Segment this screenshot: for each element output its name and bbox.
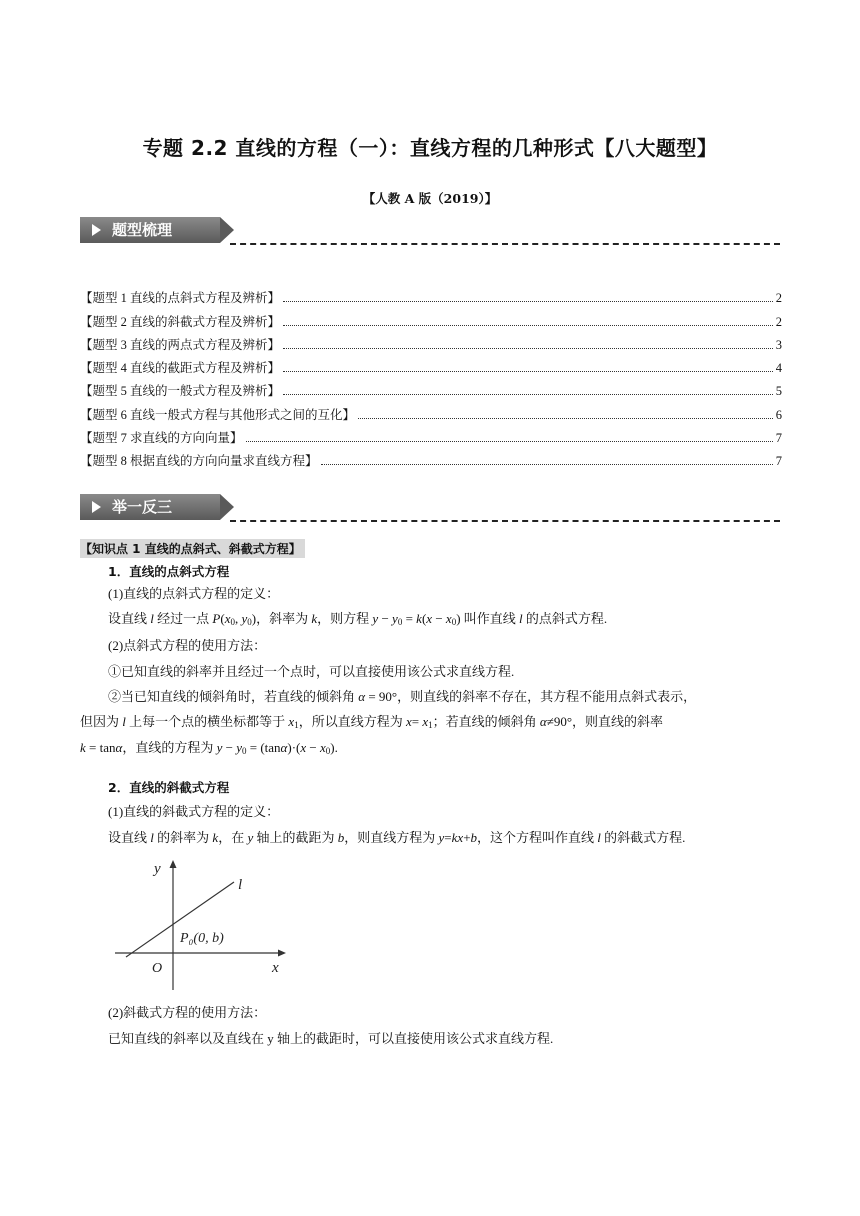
toc-entry[interactable] <box>80 446 782 469</box>
point-label: P₀(0, b) <box>180 931 224 946</box>
toc-label: 【题型 1 直线的点斜式方程及辨析】 <box>80 291 281 306</box>
tag-arrow-icon <box>220 494 234 520</box>
dashed-divider <box>230 243 780 245</box>
toc-leader <box>246 441 773 442</box>
toc-entry[interactable] <box>80 306 782 329</box>
toc-leader <box>283 348 773 349</box>
play-icon <box>92 501 101 513</box>
section-banner-toc <box>80 217 780 247</box>
page-subtitle: 【人教 A 版（2019）】 <box>362 191 498 206</box>
usage-item-cont: k = tanα，直线的方程为 $y - y_0 = (\tan\alpha)\cdot(x - x_0)$. <box>80 740 338 756</box>
section-banner-practice <box>80 494 780 524</box>
usage-item-cont: 但因为 l 上每一个点的横坐标都等于 $x_1$，所以直线方程为 $x= x_1$；若直线的倾斜角 α≠90°，则直线的斜率 <box>80 714 664 730</box>
definition-heading: (1)直线的斜截式方程的定义： <box>108 804 280 819</box>
x-axis-arrow <box>278 950 286 957</box>
section-heading: 1．直线的点斜式方程 <box>108 564 230 579</box>
tag-arrow-icon <box>220 217 234 243</box>
toc-entry[interactable] <box>80 399 782 422</box>
toc-page: 7 <box>775 431 782 446</box>
toc-entry[interactable] <box>80 353 782 376</box>
table-of-contents <box>80 283 782 469</box>
usage-heading: (2)点斜式方程的使用方法： <box>108 638 267 653</box>
toc-entry[interactable] <box>80 283 782 306</box>
toc-leader <box>358 418 773 419</box>
coordinate-figure <box>110 852 295 992</box>
play-icon <box>92 224 101 236</box>
toc-label: 【题型 6 直线一般式方程与其他形式之间的互化】 <box>80 407 356 422</box>
toc-entry[interactable] <box>80 423 782 446</box>
toc-leader <box>283 301 773 302</box>
y-axis-arrow <box>170 860 177 868</box>
dashed-divider <box>230 520 780 522</box>
origin-label: O <box>152 961 163 976</box>
toc-leader <box>283 394 773 395</box>
section-tag <box>80 494 220 520</box>
toc-leader <box>283 371 773 372</box>
toc-label: 【题型 7 求直线的方向向量】 <box>80 431 243 446</box>
toc-entry[interactable] <box>80 330 782 353</box>
x-label: x <box>272 960 279 976</box>
usage-text: 已知直线的斜率以及直线在 y 轴上的截距时，可以直接使用该公式求直线方程. <box>108 1031 554 1046</box>
section-tag-label: 题型梳理 <box>112 221 173 239</box>
usage-heading: (2)斜截式方程的使用方法： <box>108 1005 267 1020</box>
usage-item: ①已知直线的斜率并且经过一个点时，可以直接使用该公式求直线方程. <box>108 664 515 679</box>
toc-page: 6 <box>775 407 782 422</box>
definition-heading: (1)直线的点斜式方程的定义： <box>108 586 280 601</box>
toc-page: 4 <box>775 361 782 376</box>
slope-intercept-definition: 设直线 l 的斜率为 k，在 y 轴上的截距为 b，则直线方程为 y=kx+b，这个方程叫作直线 l 的斜截式方程. <box>108 830 686 845</box>
toc-page: 7 <box>775 454 782 469</box>
toc-page: 2 <box>775 291 782 306</box>
toc-page: 5 <box>775 384 782 399</box>
section-heading: 2．直线的斜截式方程 <box>108 780 230 795</box>
toc-leader <box>283 325 773 326</box>
toc-label: 【题型 8 根据直线的方向向量求直线方程】 <box>80 454 318 469</box>
usage-item: ②当已知直线的倾斜角时，若直线的倾斜角 α = 90°，则直线的斜率不存在，其方程不能用点斜式表示， <box>108 689 697 704</box>
y-label: y <box>154 861 161 877</box>
toc-label: 【题型 4 直线的截距式方程及辨析】 <box>80 361 281 376</box>
toc-label: 【题型 3 直线的两点式方程及辨析】 <box>80 337 281 352</box>
toc-entry[interactable] <box>80 376 782 399</box>
toc-page: 2 <box>775 314 782 329</box>
toc-page: 3 <box>775 337 782 352</box>
section-tag <box>80 217 220 243</box>
toc-leader <box>321 464 773 465</box>
line-label: l <box>238 877 243 893</box>
point-slope-definition: 设直线 l 经过一点 $P(x_0$, $y_0$)，斜率为 k，则方程 $y - y_0 = k(x - x_0)$ 叫作直线 l 的点斜式方程. <box>108 611 608 627</box>
knowledge-point-heading: 【知识点 1 直线的点斜式、斜截式方程】 <box>80 539 305 558</box>
section-tag-label: 举一反三 <box>112 498 173 516</box>
page-title: 专题 2.2 直线的方程（一）：直线方程的几种形式【八大题型】 <box>142 136 718 160</box>
toc-label: 【题型 5 直线的一般式方程及辨析】 <box>80 384 281 399</box>
toc-label: 【题型 2 直线的斜截式方程及辨析】 <box>80 314 281 329</box>
